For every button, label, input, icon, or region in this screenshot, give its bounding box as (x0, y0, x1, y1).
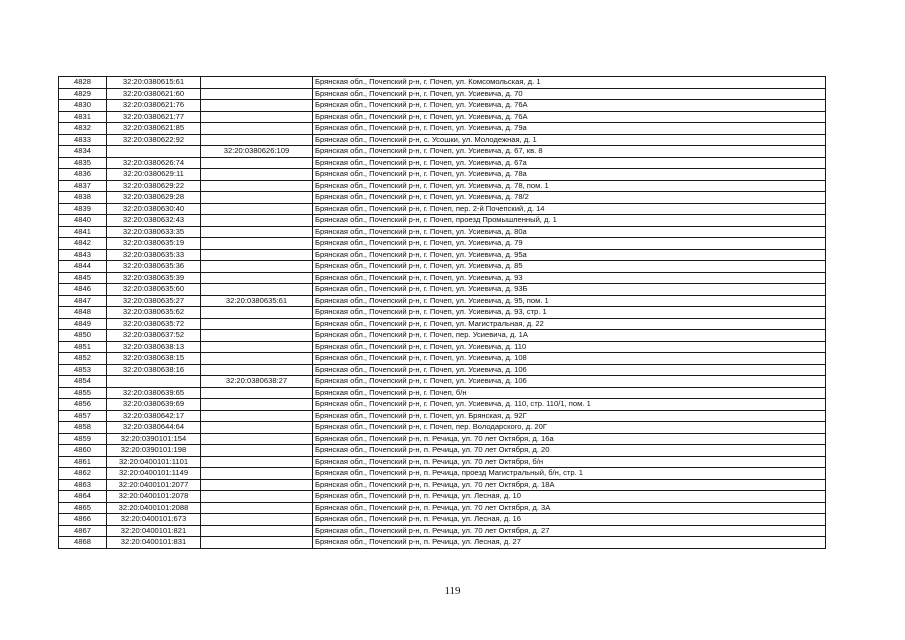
table-row (59, 364, 826, 376)
address-cell: Брянская обл., Почепский р-н, г. Почеп, ул. Усиевича, д. 70 (313, 88, 826, 100)
row-number-cell: 4855 (59, 387, 107, 399)
related-cadastral-number-cell (201, 111, 313, 123)
related-cadastral-number-cell: 32:20:0380635:61 (201, 295, 313, 307)
related-cadastral-number-cell (201, 249, 313, 261)
address-cell: Брянская обл., Почепский р-н, г. Почеп, ул. Усиевича, д. 78/2 (313, 192, 826, 204)
row-number-cell: 4830 (59, 100, 107, 112)
cadastral-number-cell: 32:20:0380632:43 (107, 215, 201, 227)
address-cell: Брянская обл., Почепский р-н, п. Речица, ул. Лесная, д. 16 (313, 514, 826, 526)
table-row (59, 226, 826, 238)
related-cadastral-number-cell (201, 468, 313, 480)
related-cadastral-number-cell (201, 180, 313, 192)
related-cadastral-number-cell (201, 456, 313, 468)
cadastral-number-cell: 32:20:0380638:15 (107, 353, 201, 365)
related-cadastral-number-cell (201, 100, 313, 112)
table-row (59, 295, 826, 307)
related-cadastral-number-cell (201, 341, 313, 353)
address-cell: Брянская обл., Почепский р-н, г. Почеп, ул. Усиевича, д. 106 (313, 376, 826, 388)
table-row (59, 468, 826, 480)
address-cell: Брянская обл., Почепский р-н, г. Почеп, пер. 2-й Почепский, д. 14 (313, 203, 826, 215)
related-cadastral-number-cell: 32:20:0380638:27 (201, 376, 313, 388)
related-cadastral-number-cell (201, 399, 313, 411)
address-cell: Брянская обл., Почепский р-н, г. Почеп, ул. Усиевича, д. 110, стр. 110/1, пом. 1 (313, 399, 826, 411)
address-cell: Брянская обл., Почепский р-н, п. Речица, ул. 70 лет Октября, д. 18А (313, 479, 826, 491)
related-cadastral-number-cell (201, 215, 313, 227)
row-number-cell: 4853 (59, 364, 107, 376)
row-number-cell: 4841 (59, 226, 107, 238)
table-row (59, 330, 826, 342)
cadastral-number-cell: 32:20:0400101:821 (107, 525, 201, 537)
address-cell: Брянская обл., Почепский р-н, г. Почеп, ул. Усиевича, д. 67, кв. 8 (313, 146, 826, 158)
address-cell: Брянская обл., Почепский р-н, п. Речица, ул. 70 лет Октября, д. 20 (313, 445, 826, 457)
related-cadastral-number-cell (201, 77, 313, 89)
related-cadastral-number-cell (201, 157, 313, 169)
cadastral-number-cell: 32:20:0380626:74 (107, 157, 201, 169)
address-cell: Брянская обл., Почепский р-н, г. Почеп, ул. Усиевича, д. 110 (313, 341, 826, 353)
row-number-cell: 4840 (59, 215, 107, 227)
related-cadastral-number-cell (201, 134, 313, 146)
row-number-cell: 4846 (59, 284, 107, 296)
row-number-cell: 4844 (59, 261, 107, 273)
row-number-cell: 4843 (59, 249, 107, 261)
table-row (59, 491, 826, 503)
cadastral-number-cell: 32:20:0380621:76 (107, 100, 201, 112)
related-cadastral-number-cell (201, 123, 313, 135)
table-row (59, 238, 826, 250)
cadastral-number-cell: 32:20:0380630:40 (107, 203, 201, 215)
related-cadastral-number-cell (201, 330, 313, 342)
cadastral-number-cell: 32:20:0380635:39 (107, 272, 201, 284)
cadastral-number-cell: 32:20:0380644:64 (107, 422, 201, 434)
table-row (59, 387, 826, 399)
row-number-cell: 4849 (59, 318, 107, 330)
cadastral-number-cell: 32:20:0380639:65 (107, 387, 201, 399)
row-number-cell: 4829 (59, 88, 107, 100)
table-row (59, 203, 826, 215)
address-cell: Брянская обл., Почепский р-н, п. Речица, ул. 70 лет Октября, б/н (313, 456, 826, 468)
table-row (59, 215, 826, 227)
table-row (59, 284, 826, 296)
table-row (59, 77, 826, 89)
row-number-cell: 4862 (59, 468, 107, 480)
cadastral-number-cell: 32:20:0390101:154 (107, 433, 201, 445)
table-row (59, 376, 826, 388)
cadastral-number-cell: 32:20:0380635:19 (107, 238, 201, 250)
cadastral-number-cell: 32:20:0380635:33 (107, 249, 201, 261)
table-row (59, 307, 826, 319)
address-cell: Брянская обл., Почепский р-н, п. Речица, ул. 70 лет Октября, д. 27 (313, 525, 826, 537)
related-cadastral-number-cell (201, 537, 313, 549)
address-cell: Брянская обл., Почепский р-н, г. Почеп, пер. Усиевича, д. 1А (313, 330, 826, 342)
cadastral-number-cell: 32:20:0400101:1101 (107, 456, 201, 468)
related-cadastral-number-cell (201, 192, 313, 204)
cadastral-number-cell: 32:20:0400101:2077 (107, 479, 201, 491)
related-cadastral-number-cell (201, 491, 313, 503)
table-row (59, 318, 826, 330)
row-number-cell: 4842 (59, 238, 107, 250)
table-row (59, 456, 826, 468)
related-cadastral-number-cell (201, 525, 313, 537)
row-number-cell: 4848 (59, 307, 107, 319)
address-cell: Брянская обл., Почепский р-н, г. Почеп, ул. Усиевича, д. 78а (313, 169, 826, 181)
address-cell: Брянская обл., Почепский р-н, п. Речица, ул. 70 лет Октября, д. 3А (313, 502, 826, 514)
related-cadastral-number-cell (201, 88, 313, 100)
related-cadastral-number-cell (201, 514, 313, 526)
related-cadastral-number-cell (201, 445, 313, 457)
cadastral-number-cell: 32:20:0400101:2078 (107, 491, 201, 503)
cadastral-number-cell: 32:20:0380638:16 (107, 364, 201, 376)
related-cadastral-number-cell (201, 169, 313, 181)
cadastral-number-cell: 32:20:0380635:27 (107, 295, 201, 307)
cadastral-number-cell: 32:20:0400101:1149 (107, 468, 201, 480)
address-cell: Брянская обл., Почепский р-н, г. Почеп, ул. Усиевича, д. 95а (313, 249, 826, 261)
address-cell: Брянская обл., Почепский р-н, г. Почеп, ул. Усиевича, д. 67а (313, 157, 826, 169)
table-row (59, 525, 826, 537)
cadastral-number-cell: 32:20:0400101:673 (107, 514, 201, 526)
row-number-cell: 4856 (59, 399, 107, 411)
table-row (59, 433, 826, 445)
property-register-table (58, 76, 826, 549)
related-cadastral-number-cell (201, 353, 313, 365)
table-row (59, 123, 826, 135)
related-cadastral-number-cell: 32:20:0380626:109 (201, 146, 313, 158)
address-cell: Брянская обл., Почепский р-н, г. Почеп, ул. Усиевича, д. 79 (313, 238, 826, 250)
table-row (59, 537, 826, 549)
row-number-cell: 4838 (59, 192, 107, 204)
address-cell: Брянская обл., Почепский р-н, г. Почеп, ул. Комсомольская, д. 1 (313, 77, 826, 89)
row-number-cell: 4859 (59, 433, 107, 445)
cadastral-number-cell: 32:20:0380637:52 (107, 330, 201, 342)
table-row (59, 180, 826, 192)
table-row (59, 157, 826, 169)
table-row (59, 479, 826, 491)
cadastral-number-cell: 32:20:0380635:62 (107, 307, 201, 319)
address-cell: Брянская обл., Почепский р-н, п. Речица, ул. Лесная, д. 10 (313, 491, 826, 503)
address-cell: Брянская обл., Почепский р-н, п. Речица, ул. 70 лет Октября, д. 16а (313, 433, 826, 445)
row-number-cell: 4839 (59, 203, 107, 215)
table-row (59, 88, 826, 100)
row-number-cell: 4845 (59, 272, 107, 284)
cadastral-number-cell (107, 376, 201, 388)
address-cell: Брянская обл., Почепский р-н, г. Почеп, проезд Промышленный, д. 1 (313, 215, 826, 227)
table-row (59, 192, 826, 204)
row-number-cell: 4865 (59, 502, 107, 514)
row-number-cell: 4852 (59, 353, 107, 365)
related-cadastral-number-cell (201, 364, 313, 376)
related-cadastral-number-cell (201, 203, 313, 215)
row-number-cell: 4831 (59, 111, 107, 123)
table-row (59, 514, 826, 526)
related-cadastral-number-cell (201, 238, 313, 250)
row-number-cell: 4834 (59, 146, 107, 158)
cadastral-number-cell: 32:20:0380629:11 (107, 169, 201, 181)
table-row (59, 502, 826, 514)
related-cadastral-number-cell (201, 433, 313, 445)
cadastral-number-cell: 32:20:0390101:198 (107, 445, 201, 457)
table-row (59, 169, 826, 181)
cadastral-number-cell: 32:20:0380635:60 (107, 284, 201, 296)
related-cadastral-number-cell (201, 479, 313, 491)
address-cell: Брянская обл., Почепский р-н, п. Речица, проезд Магистральный, б/н, стр. 1 (313, 468, 826, 480)
page-number: 119 (444, 585, 461, 597)
row-number-cell: 4861 (59, 456, 107, 468)
related-cadastral-number-cell (201, 284, 313, 296)
table-body (59, 77, 826, 549)
cadastral-number-cell: 32:20:0380629:28 (107, 192, 201, 204)
cadastral-number-cell: 32:20:0380635:36 (107, 261, 201, 273)
table-row (59, 111, 826, 123)
cadastral-number-cell: 32:20:0380621:77 (107, 111, 201, 123)
related-cadastral-number-cell (201, 387, 313, 399)
address-cell: Брянская обл., Почепский р-н, г. Почеп, б/н (313, 387, 826, 399)
row-number-cell: 4866 (59, 514, 107, 526)
address-cell: Брянская обл., Почепский р-н, г. Почеп, ул. Усиевича, д. 106 (313, 364, 826, 376)
row-number-cell: 4850 (59, 330, 107, 342)
cadastral-number-cell: 32:20:0380635:72 (107, 318, 201, 330)
address-cell: Брянская обл., Почепский р-н, г. Почеп, ул. Усиевича, д. 93Б (313, 284, 826, 296)
cadastral-number-cell: 32:20:0380615:61 (107, 77, 201, 89)
related-cadastral-number-cell (201, 422, 313, 434)
row-number-cell: 4835 (59, 157, 107, 169)
table-row (59, 399, 826, 411)
row-number-cell: 4864 (59, 491, 107, 503)
cadastral-number-cell: 32:20:0380622:92 (107, 134, 201, 146)
cadastral-number-cell: 32:20:0380638:13 (107, 341, 201, 353)
address-cell: Брянская обл., Почепский р-н, г. Почеп, ул. Усиевича, д. 76А (313, 111, 826, 123)
address-cell: Брянская обл., Почепский р-н, г. Почеп, ул. Брянская, д. 92Г (313, 410, 826, 422)
row-number-cell: 4860 (59, 445, 107, 457)
cadastral-number-cell (107, 146, 201, 158)
related-cadastral-number-cell (201, 502, 313, 514)
address-cell: Брянская обл., Почепский р-н, г. Почеп, ул. Усиевича, д. 108 (313, 353, 826, 365)
cadastral-number-cell: 32:20:0380633:35 (107, 226, 201, 238)
row-number-cell: 4847 (59, 295, 107, 307)
address-cell: Брянская обл., Почепский р-н, п. Речица, ул. Лесная, д. 27 (313, 537, 826, 549)
cadastral-number-cell: 32:20:0380639:69 (107, 399, 201, 411)
address-cell: Брянская обл., Почепский р-н, с. Усошки, ул. Молодежная, д. 1 (313, 134, 826, 146)
address-cell: Брянская обл., Почепский р-н, г. Почеп, ул. Усиевича, д. 93 (313, 272, 826, 284)
address-cell: Брянская обл., Почепский р-н, г. Почеп, ул. Магистральная, д. 22 (313, 318, 826, 330)
row-number-cell: 4837 (59, 180, 107, 192)
related-cadastral-number-cell (201, 318, 313, 330)
related-cadastral-number-cell (201, 410, 313, 422)
row-number-cell: 4833 (59, 134, 107, 146)
cadastral-number-cell: 32:20:0380629:22 (107, 180, 201, 192)
row-number-cell: 4851 (59, 341, 107, 353)
address-cell: Брянская обл., Почепский р-н, г. Почеп, ул. Усиевича, д. 79а (313, 123, 826, 135)
table-row (59, 261, 826, 273)
table-row (59, 445, 826, 457)
row-number-cell: 4863 (59, 479, 107, 491)
related-cadastral-number-cell (201, 261, 313, 273)
row-number-cell: 4857 (59, 410, 107, 422)
table-row (59, 272, 826, 284)
table-row (59, 146, 826, 158)
table-row (59, 134, 826, 146)
row-number-cell: 4867 (59, 525, 107, 537)
address-cell: Брянская обл., Почепский р-н, г. Почеп, ул. Усиевича, д. 93, стр. 1 (313, 307, 826, 319)
cadastral-number-cell: 32:20:0380621:60 (107, 88, 201, 100)
address-cell: Брянская обл., Почепский р-н, г. Почеп, ул. Усиевича, д. 80а (313, 226, 826, 238)
related-cadastral-number-cell (201, 307, 313, 319)
address-cell: Брянская обл., Почепский р-н, г. Почеп, ул. Усиевича, д. 78, пом. 1 (313, 180, 826, 192)
cadastral-number-cell: 32:20:0400101:2088 (107, 502, 201, 514)
row-number-cell: 4868 (59, 537, 107, 549)
table-row (59, 422, 826, 434)
address-cell: Брянская обл., Почепский р-н, г. Почеп, ул. Усиевича, д. 85 (313, 261, 826, 273)
table-row (59, 341, 826, 353)
related-cadastral-number-cell (201, 226, 313, 238)
cadastral-number-cell: 32:20:0380621:85 (107, 123, 201, 135)
address-cell: Брянская обл., Почепский р-н, г. Почеп, пер. Володарского, д. 20Г (313, 422, 826, 434)
cadastral-number-cell: 32:20:0400101:831 (107, 537, 201, 549)
address-cell: Брянская обл., Почепский р-н, г. Почеп, ул. Усиевича, д. 76А (313, 100, 826, 112)
row-number-cell: 4836 (59, 169, 107, 181)
row-number-cell: 4854 (59, 376, 107, 388)
row-number-cell: 4858 (59, 422, 107, 434)
table-row (59, 353, 826, 365)
cadastral-number-cell: 32:20:0380642:17 (107, 410, 201, 422)
table-row (59, 100, 826, 112)
table-row (59, 249, 826, 261)
address-cell: Брянская обл., Почепский р-н, г. Почеп, ул. Усиевича, д. 95, пом. 1 (313, 295, 826, 307)
related-cadastral-number-cell (201, 272, 313, 284)
table-row (59, 410, 826, 422)
row-number-cell: 4828 (59, 77, 107, 89)
row-number-cell: 4832 (59, 123, 107, 135)
